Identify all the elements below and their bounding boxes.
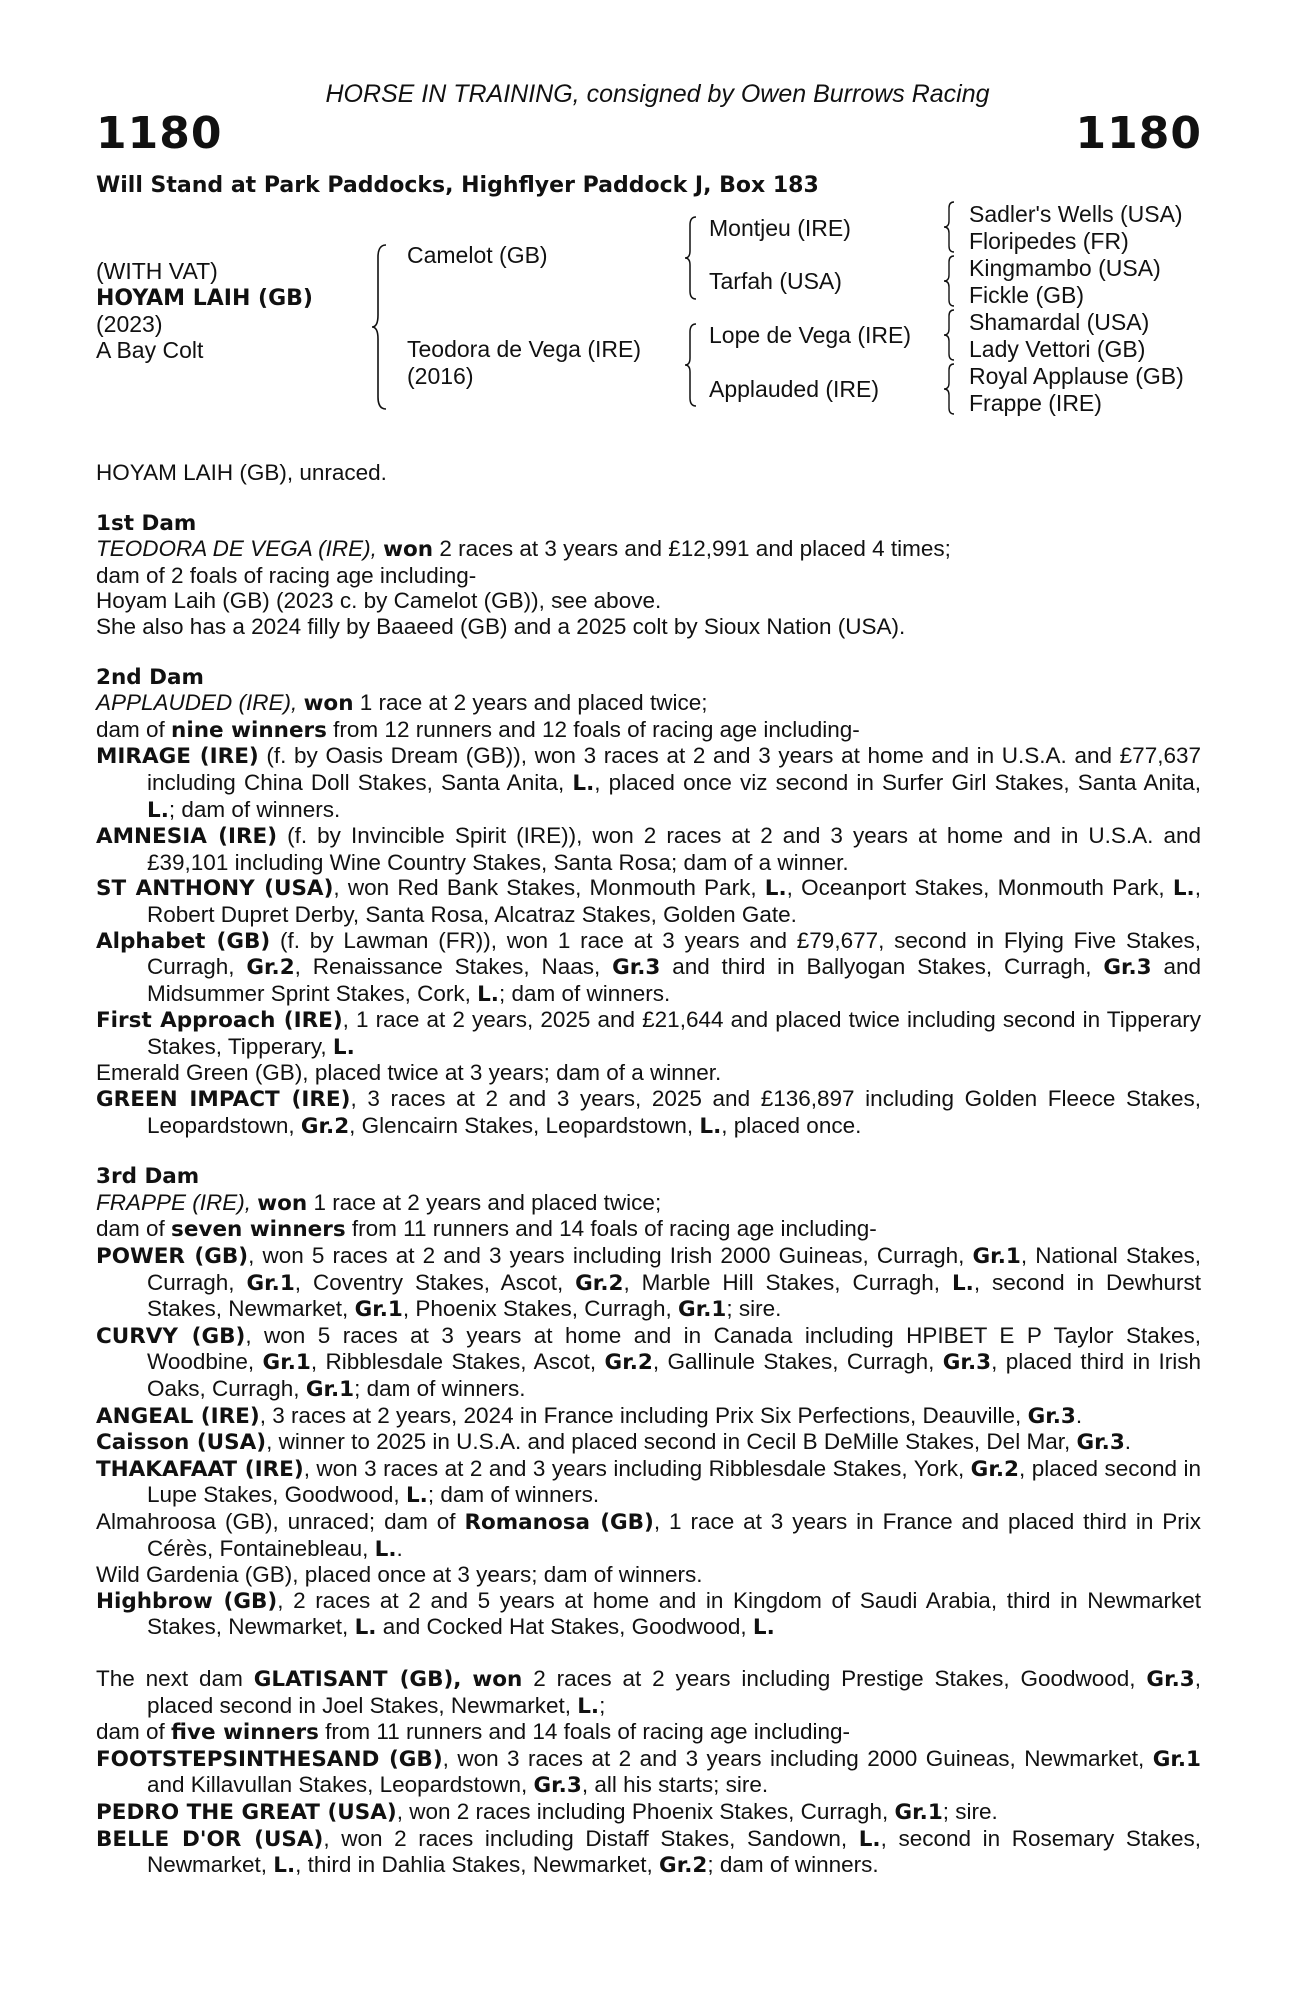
brace-icon	[942, 308, 956, 362]
third-dam-produce: dam of seven winners from 11 runners and 14 foals of racing age including-	[96, 1216, 877, 1243]
produce-entry: THAKAFAAT (IRE), won 3 races at 2 and 3 years including Ribblesdale Stakes, York, Gr.2, placed second in Lupe Stakes, Goodwood, L.; dam of winners.	[96, 1455, 1202, 1509]
brace-icon	[942, 200, 956, 254]
dam-sire: Lope de Vega (IRE)	[709, 322, 912, 348]
second-dam-produce: dam of nine winners from 12 runners and 12 foals of racing age including-	[96, 716, 860, 743]
vat-note: (WITH VAT)	[96, 258, 218, 284]
lot-number-right: 1180	[1075, 108, 1202, 159]
dam: Teodora de Vega (IRE)	[407, 336, 641, 362]
sire-dam-sire: Kingmambo (USA)	[969, 255, 1161, 281]
produce-entry: MIRAGE (IRE) (f. by Oasis Dream (GB)), won 3 races at 2 and 3 years at home and in U.S.A. and £77,637 including China Doll Stakes, Santa Anita, L., placed once viz second in Surfer Girl Stakes, Santa Anita, L.; dam of winners.	[96, 743, 1202, 823]
produce-entry: Highbrow (GB), 2 races at 2 and 5 years at home and in Kingdom of Saudi Arabia, third in Newmarket Stakes, Newmarket, L. and Cocked Hat Stakes, Goodwood, L.	[96, 1587, 1202, 1641]
produce-entry: Caisson (USA), winner to 2025 in U.S.A. and placed second in Cecil B DeMille Stakes, Del Mar, Gr.3.	[96, 1429, 1132, 1456]
sire-sire-dam: Floripedes (FR)	[969, 228, 1129, 254]
foaling-year: (2023)	[96, 311, 163, 337]
produce-entry: CURVY (GB), won 5 races at 3 years at home and in Canada including HPIBET E P Taylor Stakes, Woodbine, Gr.1, Ribblesdale Stakes, Ascot, Gr.2, Gallinule Stakes, Curragh, Gr.3, placed third in Irish Oaks, Curragh, Gr.1; dam of winners.	[96, 1322, 1201, 1402]
dam-dam-sire: Royal Applause (GB)	[969, 363, 1184, 389]
dam-year: (2016)	[407, 363, 474, 389]
stand-location: Will Stand at Park Paddocks, Highflyer Paddock J, Box 183	[96, 173, 819, 198]
produce-entry: GREEN IMPACT (IRE), 3 races at 2 and 3 years, 2025 and £136,897 including Golden Fleece Stakes, Leopardstown, Gr.2, Glencairn Stakes, Leopardstown, L., placed once.	[96, 1086, 1201, 1139]
sire-dam: Tarfah (USA)	[709, 268, 842, 294]
sire: Camelot (GB)	[407, 242, 548, 268]
first-dam-heading: 1st Dam	[96, 510, 197, 536]
produce-entry: BELLE D'OR (USA), won 2 races including Distaff Stakes, Sandown, L., second in Rosemary Stakes, Newmarket, L., third in Dahlia Stakes, Newmarket, Gr.2; dam of winners.	[96, 1825, 1201, 1879]
first-dam-extra: She also has a 2024 filly by Baaeed (GB) and a 2025 colt by Sioux Nation (USA).	[96, 613, 906, 639]
third-dam-record: FRAPPE (IRE), won 1 race at 2 years and placed twice;	[96, 1189, 662, 1216]
brace-icon	[942, 362, 956, 416]
produce-entry: AMNESIA (IRE) (f. by Invincible Spirit (IRE)), won 2 races at 2 and 3 years at home and in U.S.A. and £39,101 including Wine Country Stakes, Santa Rosa; dam of a winner.	[96, 823, 1201, 875]
dam-sire-sire: Shamardal (USA)	[969, 309, 1150, 335]
produce-record	[96, 460, 1201, 1879]
produce-entry: Wild Gardenia (GB), placed once at 3 years; dam of winners.	[96, 1562, 703, 1588]
brace-icon	[683, 322, 699, 408]
second-dam-heading: 2nd Dam	[96, 664, 204, 690]
lot-number-left: 1180	[96, 108, 223, 159]
first-dam-foal: Hoyam Laih (GB) (2023 c. by Camelot (GB)), see above.	[96, 588, 662, 614]
consignor-header: HORSE IN TRAINING, consigned by Owen Burrows Racing	[325, 80, 990, 108]
second-dam-record: APPLAUDED (IRE), won 1 race at 2 years and placed twice;	[96, 690, 708, 717]
produce-entry: Almahroosa (GB), unraced; dam of Romanosa (GB), 1 race at 3 years in France and placed third in Prix Cérès, Fontainebleau, L..	[96, 1508, 1202, 1562]
produce-entry: First Approach (IRE), 1 race at 2 years, 2025 and £21,644 and placed twice including second in Tipperary Stakes, Tipperary, L.	[96, 1007, 1201, 1060]
produce-entry: Alphabet (GB) (f. by Lawman (FR)), won 1 race at 3 years and £79,677, second in Flying Five Stakes, Curragh, Gr.2, Renaissance Stakes, Naas, Gr.3 and third in Ballyogan Stakes, Curragh, Gr.3 and Midsummer Sprint Stakes, Cork, L.; dam of winners.	[96, 927, 1202, 1007]
produce-entry: ST ANTHONY (USA), won Red Bank Stakes, Monmouth Park, L., Oceanport Stakes, Monmouth Park, L., Robert Dupret Derby, Santa Rosa, Alcatraz Stakes, Golden Gate.	[96, 875, 1201, 927]
dam-dam-dam: Frappe (IRE)	[969, 390, 1102, 416]
first-dam-produce: dam of 2 foals of racing age including-	[96, 562, 477, 588]
sire-sire: Montjeu (IRE)	[709, 215, 851, 241]
produce-entry: ANGEAL (IRE), 3 races at 2 years, 2024 in France including Prix Six Perfections, Deauville, Gr.3.	[96, 1402, 1083, 1429]
produce-entry: FOOTSTEPSINTHESAND (GB), won 3 races at 2 and 3 years including 2000 Guineas, Newmarket, Gr.1 and Killavullan Stakes, Leopardstown, Gr.3, all his starts; sire.	[96, 1745, 1202, 1799]
sire-sire-sire: Sadler's Wells (USA)	[969, 201, 1183, 227]
produce-entry: POWER (GB), won 5 races at 2 and 3 years including Irish 2000 Guineas, Curragh, Gr.1, National Stakes, Curragh, Gr.1, Coventry Stakes, Ascot, Gr.2, Marble Hill Stakes, Curragh, L., second in Dewhurst Stakes, Newmarket, Gr.1, Phoenix Stakes, Curragh, Gr.1; sire.	[96, 1243, 1202, 1323]
next-dam-produce: dam of five winners from 11 runners and 14 foals of racing age including-	[96, 1719, 851, 1746]
brace-icon	[942, 254, 956, 308]
next-dam-record: The next dam GLATISANT (GB), won 2 races at 2 years including Prestige Stakes, Goodwood, Gr.3, placed second in Joel Stakes, Newmarket, L.;	[96, 1665, 1201, 1719]
sire-dam-dam: Fickle (GB)	[969, 282, 1084, 308]
first-dam-record: TEODORA DE VEGA (IRE), won 2 races at 3 years and £12,991 and placed 4 times;	[96, 536, 951, 563]
dam-sire-dam: Lady Vettori (GB)	[969, 336, 1146, 362]
horse-description: A Bay Colt	[96, 337, 204, 363]
intro-line: HOYAM LAIH (GB), unraced.	[96, 460, 387, 485]
horse-name: HOYAM LAIH (GB)	[96, 286, 313, 311]
produce-entry: PEDRO THE GREAT (USA), won 2 races including Phoenix Stakes, Curragh, Gr.1; sire.	[96, 1798, 998, 1825]
brace-icon	[370, 243, 390, 411]
third-dam-heading: 3rd Dam	[96, 1164, 200, 1190]
brace-icon	[683, 215, 699, 301]
dam-dam: Applauded (IRE)	[709, 376, 880, 402]
produce-entry: Emerald Green (GB), placed twice at 3 years; dam of a winner.	[96, 1060, 722, 1086]
